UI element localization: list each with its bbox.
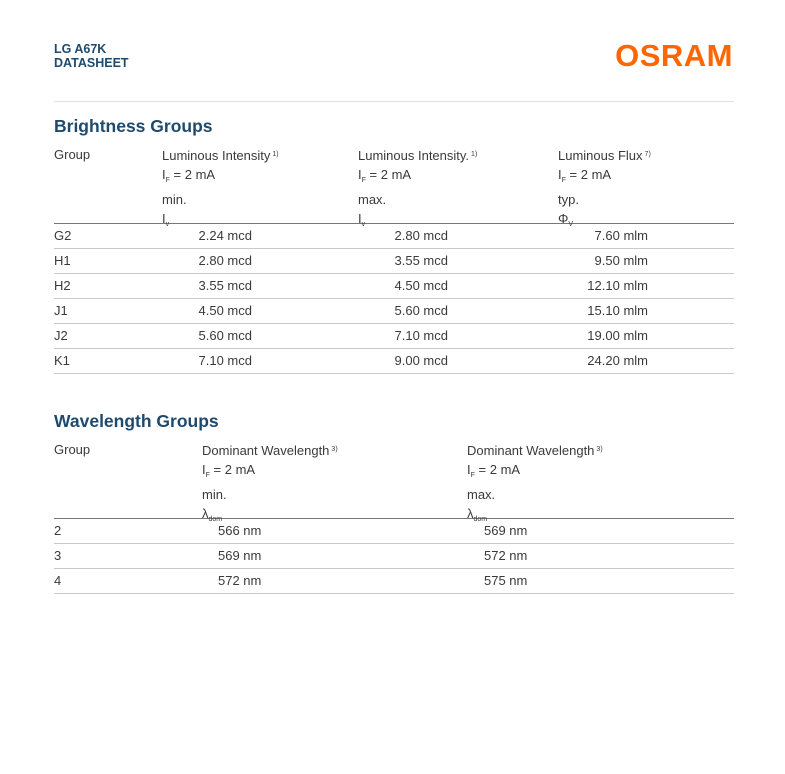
- brightness-table-header: [54, 145, 734, 228]
- header-luminous-intensity-min: Luminous Intensity $^{1)}$ $I_F = 2$ mA min. $I_v$: [162, 148, 279, 228]
- header-divider: [54, 101, 734, 102]
- table-row: J1 4.50 mcd 5.60 mcd 15.10 mlm: [54, 299, 734, 324]
- header-luminous-flux: Luminous Flux $^{7)}$ $I_F = 2$ mA typ. $\Phi_V$: [558, 148, 651, 228]
- table-row: G2 2.24 mcd 2.80 mcd 7.60 mlm: [54, 224, 734, 249]
- wavelength-table: [54, 440, 734, 594]
- wavelength-table-header: [54, 440, 734, 523]
- brightness-groups-title: Brightness Groups: [54, 116, 213, 136]
- osram-logo: OSRAM: [615, 38, 733, 73]
- table-row: 3 569 nm 572 nm: [54, 544, 734, 569]
- product-name: LG A67K: [54, 42, 107, 56]
- table-row: H2 3.55 mcd 4.50 mcd 12.10 mlm: [54, 274, 734, 299]
- wavelength-groups-title: Wavelength Groups: [54, 411, 219, 431]
- document-type: DATASHEET: [54, 56, 129, 70]
- header-dominant-wavelength-max: Dominant Wavelength $^{3)}$ $I_F = 2$ mA max. $\lambda_{dom}$: [467, 443, 603, 523]
- header-dominant-wavelength-min: Dominant Wavelength $^{3)}$ $I_F = 2$ mA min. $\lambda_{dom}$: [202, 443, 338, 523]
- table-row: K1 7.10 mcd 9.00 mcd 24.20 mlm: [54, 349, 734, 374]
- table-row: H1 2.80 mcd 3.55 mcd 9.50 mlm: [54, 249, 734, 274]
- product-header: [54, 42, 129, 70]
- table-row: J2 5.60 mcd 7.10 mcd 19.00 mlm: [54, 324, 734, 349]
- table-row: 2 566 nm 569 nm: [54, 519, 734, 544]
- header-luminous-intensity-max: Luminous Intensity. $^{1)}$ $I_F = 2$ mA max. $I_v$: [358, 148, 478, 228]
- header-group: Group: [54, 147, 91, 162]
- header-group: Group: [54, 442, 91, 457]
- brightness-table: [54, 145, 734, 374]
- table-row: 4 572 nm 575 nm: [54, 569, 734, 594]
